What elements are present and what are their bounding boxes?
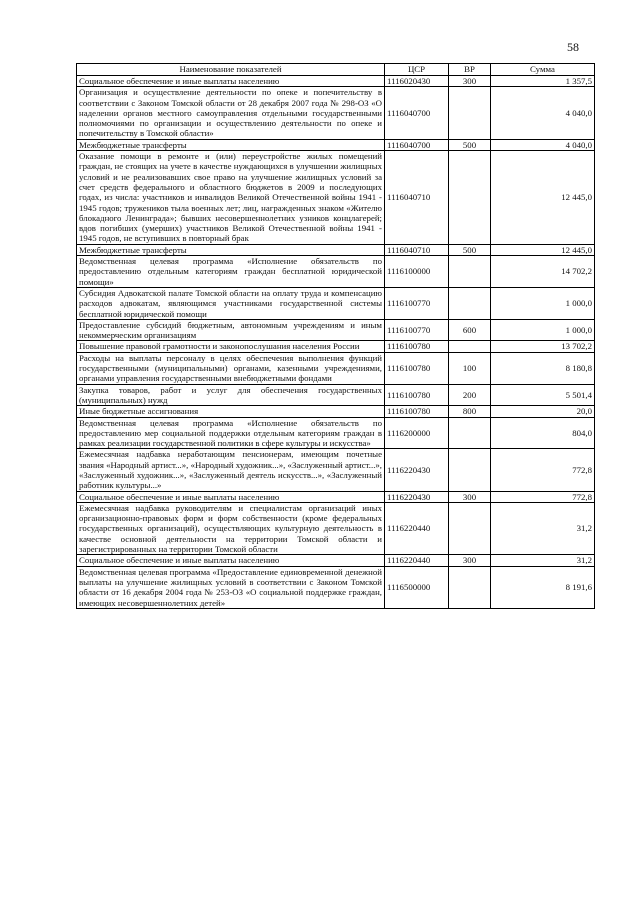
row-vr [449,417,491,449]
row-sum: 804,0 [491,417,595,449]
row-name: Ведомственная целевая программа «Исполнение обязательств по предоставлению отдельным категориям граждан бесплатной юридической помощи» [77,256,385,288]
row-vr: 800 [449,406,491,417]
header-csr: ЦСР [385,64,449,76]
row-vr: 600 [449,319,491,341]
row-csr: 1116220430 [385,449,449,491]
row-csr: 1116040700 [385,139,449,150]
row-sum: 772,8 [491,491,595,502]
row-vr [449,502,491,554]
row-sum: 8 180,8 [491,352,595,384]
row-csr: 1116040710 [385,151,449,245]
row-vr [449,287,491,319]
row-csr: 1116040710 [385,244,449,255]
row-name: Субсидия Адвокатской палате Томской области на оплату труда и компенсацию расходов адвокатам, являющимся участниками государственной системы бесплатной юридической помощи [77,287,385,319]
row-name: Ежемесячная надбавка неработающим пенсионерам, имеющим почетные звания «Народный артист...», «Народный художник...», «Заслуженный артист...», «Заслуженный художник...», «Заслуженный деятель искусств...», «Заслуженный работник культуры...» [77,449,385,491]
table-row [77,384,595,406]
table-row [77,341,595,352]
row-vr [449,341,491,352]
page-number: 58 [567,40,579,54]
row-name: Иные бюджетные ассигнования [77,406,385,417]
row-vr [449,449,491,491]
table-row [77,244,595,255]
row-vr: 500 [449,244,491,255]
row-name: Социальное обеспечение и иные выплаты населению [77,555,385,566]
table-body [77,76,595,609]
row-name: Закупка товаров, работ и услуг для обеспечения государственных (муниципальных) нужд [77,384,385,406]
row-csr: 1116220440 [385,502,449,554]
row-csr: 1116100780 [385,341,449,352]
row-csr: 1116500000 [385,566,449,608]
row-sum: 14 702,2 [491,256,595,288]
table-row [77,319,595,341]
table-row [77,502,595,554]
row-sum: 12 445,0 [491,244,595,255]
table-row [77,151,595,245]
row-csr: 1116100000 [385,256,449,288]
table-row [77,555,595,566]
row-csr: 1116200000 [385,417,449,449]
row-sum: 5 501,4 [491,384,595,406]
row-csr: 1116100780 [385,406,449,417]
row-csr: 1116220430 [385,491,449,502]
row-vr: 300 [449,555,491,566]
table-header-row [77,64,595,76]
row-vr [449,256,491,288]
row-sum: 772,8 [491,449,595,491]
row-name: Предоставление субсидий бюджетным, автономным учреждениям и иным некоммерческим организациям [77,319,385,341]
table-row [77,287,595,319]
row-name: Межбюджетные трансферты [77,244,385,255]
row-vr: 500 [449,139,491,150]
row-vr: 100 [449,352,491,384]
table-row [77,491,595,502]
row-sum: 20,0 [491,406,595,417]
row-sum: 1 000,0 [491,287,595,319]
row-csr: 1116100770 [385,287,449,319]
row-name: Ежемесячная надбавка руководителям и специалистам организаций иных организационно-правовых форм и форм собственности (кроме федеральных государственных организаций), осуществляющих культурную деятельность в качестве основной деятельности на территории Томской области и зарегистрированных на территории Томской области [77,502,385,554]
row-vr: 200 [449,384,491,406]
row-vr [449,566,491,608]
row-sum: 4 040,0 [491,139,595,150]
table-row [77,417,595,449]
header-name: Наименование показателей [77,64,385,76]
header-sum: Сумма [491,64,595,76]
table-row [77,352,595,384]
row-sum: 31,2 [491,502,595,554]
row-name: Оказание помощи в ремонте и (или) переустройстве жилых помещений граждан, не стоящих на учете в качестве нуждающихся в улучшении жилищных условий и не реализовавших свое право на улучшение жилищных условий за счет средств федерального и областного бюджетов в 2009 и последующих годах, из числа: участников и инвалидов Великой Отечественной войны 1941 - 1945 годов; тружеников тыла военных лет; лиц, награжденных знаком «Жителю блокадного Ленинграда»; бывших несовершеннолетних узников концлагерей; вдов погибших (умерших) участников Великой Отечественной войны 1941 - 1945 годов, не вступивших в повторный брак [77,151,385,245]
row-vr [449,87,491,139]
row-name: Социальное обеспечение и иные выплаты населению [77,491,385,502]
table-row [77,449,595,491]
row-name: Организация и осуществление деятельности по опеке и попечительству в соответствии с Законом Томской области от 28 декабря 2007 года № 298-ОЗ «О наделении органов местного самоуправления отдельными государственными полномочиями по организации и осуществлению деятельности по опеке и попечительству в Томской области» [77,87,385,139]
row-sum: 1 357,5 [491,76,595,87]
row-csr: 1116040700 [385,87,449,139]
row-name: Ведомственная целевая программа «Исполнение обязательств по предоставлению мер социальной поддержки отдельным категориям граждан в рамках реализации государственной политики в сфере культуры и искусства» [77,417,385,449]
row-csr: 1116220440 [385,555,449,566]
row-name: Межбюджетные трансферты [77,139,385,150]
table-row [77,406,595,417]
row-sum: 4 040,0 [491,87,595,139]
table-row [77,566,595,608]
row-name: Повышение правовой грамотности и законопослушания населения России [77,341,385,352]
row-csr: 1116100780 [385,352,449,384]
row-sum: 1 000,0 [491,319,595,341]
row-name: Расходы на выплаты персоналу в целях обеспечения выполнения функций государственными (муниципальными) органами, казенными учреждениями, органами управления государственными внебюджетными фондами [77,352,385,384]
row-sum: 12 445,0 [491,151,595,245]
row-csr: 1116100780 [385,384,449,406]
row-vr: 300 [449,76,491,87]
header-vr: ВР [449,64,491,76]
row-csr: 1116100770 [385,319,449,341]
row-name: Социальное обеспечение и иные выплаты населению [77,76,385,87]
row-vr: 300 [449,491,491,502]
table-row [77,256,595,288]
row-sum: 13 702,2 [491,341,595,352]
table-row [77,87,595,139]
table-row [77,76,595,87]
row-vr [449,151,491,245]
row-sum: 31,2 [491,555,595,566]
table-row [77,139,595,150]
row-name: Ведомственная целевая программа «Предоставление единовременной денежной выплаты на улучшение жилищных условий в соответствии с Законом Томской области от 16 декабря 2004 года № 253-ОЗ «О социальной поддержке граждан, имеющих несовершеннолетних детей» [77,566,385,608]
budget-table [76,63,595,609]
row-csr: 1116020430 [385,76,449,87]
row-sum: 8 191,6 [491,566,595,608]
